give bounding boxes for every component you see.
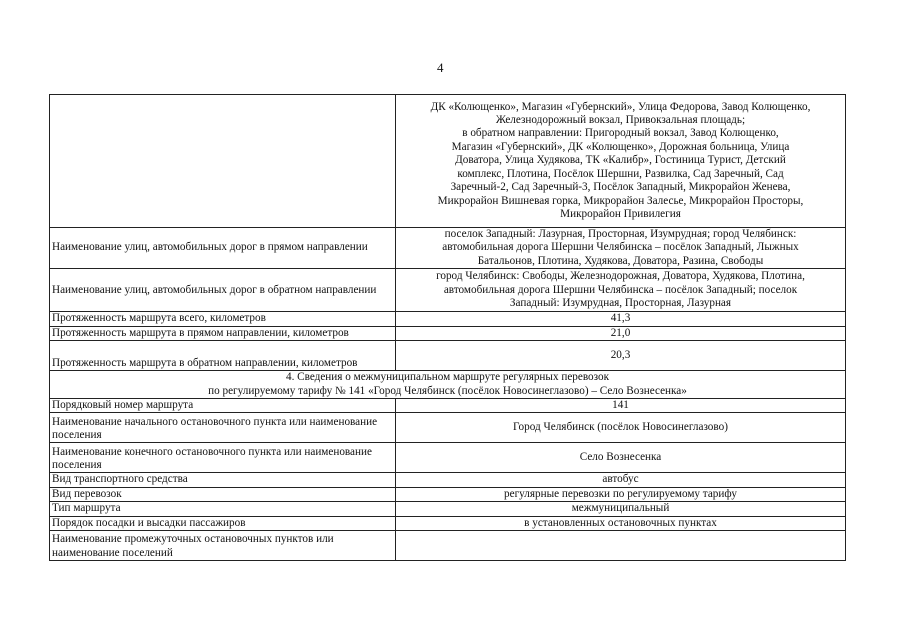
- row-value: [396, 531, 846, 561]
- row-label: Наименование улиц, автомобильных дорог в прямом направлении: [50, 228, 396, 269]
- table-row-length-backward: [50, 341, 846, 371]
- table-row-start-point: [50, 413, 846, 443]
- stops-line: Железнодорожный вокзал, Привокзальная площадь;: [495, 114, 746, 127]
- table-row-end-point: [50, 443, 846, 473]
- row-label: Протяженность маршрута в обратном направлении, километров: [50, 341, 396, 371]
- row-value: в установленных остановочных пунктах: [396, 516, 846, 530]
- row-label: Вид транспортного средства: [50, 473, 396, 487]
- row-value: 21,0: [396, 326, 846, 340]
- table-row-streets-forward: [50, 228, 846, 269]
- row-label: Наименование улиц, автомобильных дорог в обратном направлении: [50, 269, 396, 312]
- section-heading: [50, 371, 846, 399]
- row-label: Наименование промежуточных остановочных пунктов или наименование поселений: [50, 531, 396, 561]
- table-row-length-total: [50, 312, 846, 326]
- table-row-route-type: [50, 502, 846, 516]
- row-label: Наименование конечного остановочного пункта или наименование поселения: [50, 443, 396, 473]
- stops-line: Магазин «Губернский», ДК «Колющенко», Дорожная больница, Улица: [451, 140, 790, 153]
- table-row-length-forward: [50, 326, 846, 340]
- row-value: 41,3: [396, 312, 846, 326]
- row-label: Протяженность маршрута в прямом направлении, километров: [50, 326, 396, 340]
- value-line: автомобильная дорога Шершни Челябинска – посёлок Западный, Лыжных: [442, 241, 799, 254]
- row-label: Порядковый номер маршрута: [50, 399, 396, 413]
- row-value: 141: [396, 399, 846, 413]
- row-label: Вид перевозок: [50, 487, 396, 501]
- value-line: город Челябинск: Свободы, Железнодорожная, Доватора, Худякова, Плотина,: [436, 270, 805, 283]
- row-value: автобус: [396, 473, 846, 487]
- page-number: 4: [437, 60, 444, 75]
- stops-line: Микрорайон Вишневая горка, Микрорайон Залесье, Микрорайон Просторы,: [437, 194, 804, 207]
- table-row-route-number: [50, 399, 846, 413]
- stops-line: комплекс, Плотина, Посёлок Шершни, Развилка, Сад Заречный, Сад: [457, 167, 784, 180]
- row-value: межмуниципальный: [396, 502, 846, 516]
- stops-line: в обратном направлении: Пригородный вокзал, Завод Колющенко,: [462, 127, 779, 140]
- stops-line: Доватора, Улица Худякова, ТК «Калибр», Гостиница Турист, Детский: [455, 154, 786, 167]
- section-heading-line: 4. Сведения о межмуниципальном маршруте регулярных перевозок: [285, 371, 610, 384]
- route-info-table: [49, 94, 846, 561]
- stops-line: Заречный-2, Сад Заречный-3, Посёлок Западный, Микрорайон Женева,: [450, 181, 791, 194]
- table-row-transport-kind: [50, 487, 846, 501]
- section-heading-line: по регулируемому тарифу № 141 «Город Челябинск (посёлок Новосинеглазово) – Село Вознесенка»: [208, 384, 687, 397]
- stops-line: ДК «Колющенко», Магазин «Губернский», Улица Федорова, Завод Колющенко,: [430, 100, 811, 113]
- table-row-vehicle-type: [50, 473, 846, 487]
- value-line: автомобильная дорога Шершни Челябинска – посёлок Западный; поселок: [443, 283, 798, 296]
- row-value: [396, 228, 846, 269]
- row-label: Наименование начального остановочного пункта или наименование поселения: [50, 413, 396, 443]
- row-label: Протяженность маршрута всего, километров: [50, 312, 396, 326]
- table-row-intermediate-stops: [50, 95, 846, 228]
- value-line: поселок Западный: Лазурная, Просторная, Изумрудная; город Челябинск:: [444, 228, 797, 240]
- row-value: [396, 269, 846, 312]
- table-row-intermediate-points: [50, 531, 846, 561]
- row-value: регулярные перевозки по регулируемому тарифу: [396, 487, 846, 501]
- row-value: 20,3: [396, 341, 846, 371]
- stops-line: Микрорайон Привилегия: [560, 207, 681, 220]
- table-row-streets-backward: [50, 269, 846, 312]
- row-value: Город Челябинск (посёлок Новосинеглазово): [396, 413, 846, 443]
- stops-list-cell: [396, 95, 846, 228]
- value-line: Западный: Изумрудная, Просторная, Лазурная: [509, 296, 732, 309]
- section-heading-row: [50, 371, 846, 399]
- value-line: Батальонов, Плотина, Худякова, Доватора, Разина, Свободы: [477, 254, 764, 267]
- table-row-boarding-order: [50, 516, 846, 530]
- row-value: Село Вознесенка: [396, 443, 846, 473]
- row-label: [50, 95, 396, 228]
- row-label: Тип маршрута: [50, 502, 396, 516]
- row-label: Порядок посадки и высадки пассажиров: [50, 516, 396, 530]
